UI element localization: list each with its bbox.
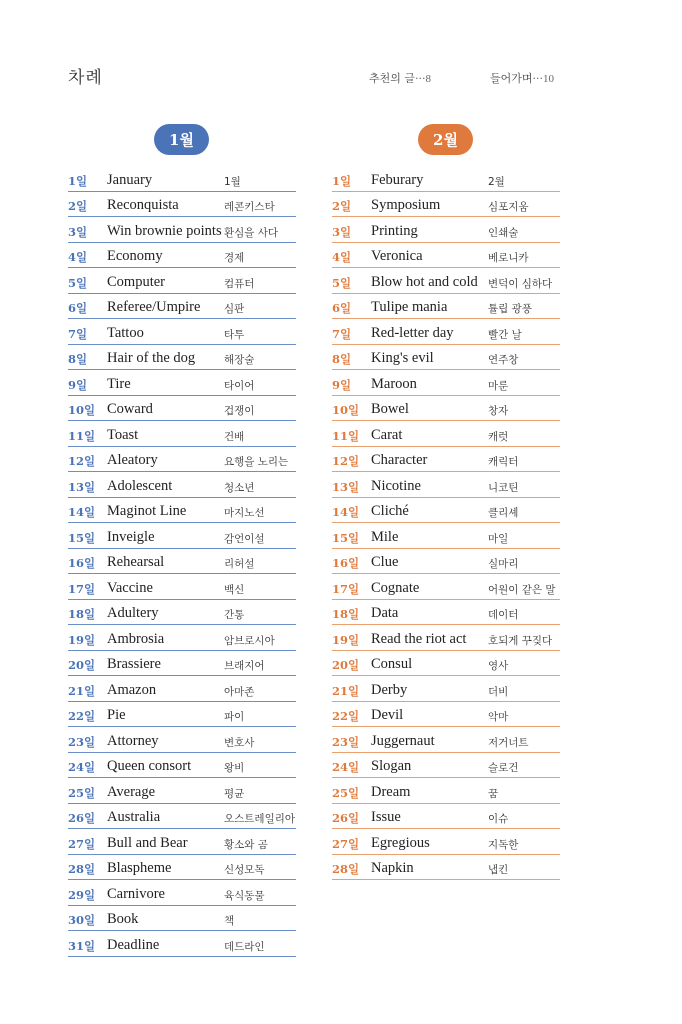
entry-day: 16일 — [68, 556, 96, 570]
entry-korean-term: 신성모독 — [224, 864, 265, 876]
entry-english-term: Pie — [107, 707, 126, 723]
entry-korean-term: 인쇄술 — [488, 226, 519, 239]
toc-entry-row[interactable] — [68, 702, 296, 728]
entry-korean-term: 빨간 날 — [488, 328, 522, 341]
entry-korean-term: 변호사 — [224, 736, 255, 749]
toc-entry-row[interactable] — [68, 472, 296, 498]
entry-english-term: Australia — [107, 809, 161, 825]
toc-entry-row[interactable] — [332, 421, 560, 447]
entry-day: 9일 — [68, 377, 88, 392]
entry-day: 24일 — [332, 760, 360, 774]
toc-entry-row[interactable] — [68, 778, 296, 804]
entry-korean-term: 니코틴 — [488, 481, 519, 494]
entry-day: 4일 — [68, 250, 88, 264]
entry-english-term: Rehearsal — [107, 554, 165, 570]
toc-entry-row[interactable] — [68, 829, 296, 855]
entry-day: 26일 — [68, 811, 96, 825]
february-entry-list — [332, 166, 560, 880]
month-badge-february: 2월 — [418, 124, 473, 155]
entry-korean-term: 간통 — [224, 609, 245, 621]
entry-english-term: Coward — [107, 401, 153, 417]
entry-english-term: Adultery — [107, 605, 159, 621]
entry-english-term: Character — [371, 452, 428, 468]
toc-entry-row[interactable] — [332, 498, 560, 524]
toc-entry-row[interactable] — [68, 243, 296, 269]
toc-entry-row[interactable] — [332, 600, 560, 626]
entry-korean-term: 백신 — [224, 583, 245, 596]
entry-english-term: Adolescent — [107, 477, 173, 494]
entry-english-term: Blow hot and cold — [371, 273, 478, 290]
entry-day: 4일 — [332, 250, 352, 264]
toc-entry-row[interactable] — [68, 217, 296, 243]
entry-english-term: Veronica — [371, 248, 423, 264]
entry-day: 12일 — [332, 454, 360, 468]
entry-korean-term: 저거너트 — [488, 736, 529, 749]
entry-day: 18일 — [332, 607, 360, 621]
entry-day: 1일 — [332, 173, 352, 188]
toc-entry-row[interactable] — [68, 651, 296, 677]
entry-korean-term: 심포지움 — [488, 201, 529, 213]
entry-korean-term: 실마리 — [488, 558, 519, 570]
entry-english-term: Carnivore — [107, 885, 165, 902]
entry-korean-term: 창자 — [488, 405, 509, 417]
entry-english-term: Napkin — [371, 860, 414, 876]
entry-english-term: Tattoo — [107, 324, 144, 341]
entry-day: 19일 — [68, 632, 96, 647]
entry-english-term: Referee/Umpire — [107, 299, 201, 315]
entry-english-term: Issue — [371, 809, 401, 825]
entry-english-term: Brassiere — [107, 656, 161, 672]
entry-english-term: Deadline — [107, 936, 160, 953]
entry-korean-term: 2월 — [488, 175, 505, 188]
toc-entry-row[interactable] — [332, 166, 560, 192]
entry-day: 2일 — [68, 199, 88, 213]
entry-korean-term: 마지노선 — [224, 507, 265, 519]
entry-english-term: Queen consort — [107, 758, 192, 774]
entry-korean-term: 베로니카 — [488, 252, 529, 264]
entry-english-term: Dream — [371, 783, 411, 800]
entry-english-term: January — [107, 171, 153, 188]
entry-day: 27일 — [68, 836, 96, 851]
entry-english-term: Bull and Bear — [107, 834, 188, 851]
entry-day: 13일 — [332, 479, 360, 494]
entry-english-term: Average — [107, 783, 156, 800]
toc-entry-row[interactable] — [68, 166, 296, 192]
entry-korean-term: 아마존 — [224, 685, 255, 698]
toc-link-label: 추천의 글 — [369, 72, 416, 85]
entry-day: 9일 — [332, 377, 352, 392]
toc-entry-row[interactable] — [332, 396, 560, 422]
entry-english-term: Tulipe mania — [371, 299, 448, 315]
toc-entry-row[interactable] — [332, 778, 560, 804]
toc-entry-row[interactable] — [332, 472, 560, 498]
january-entry-list — [68, 166, 296, 957]
entry-english-term: Slogan — [371, 758, 412, 774]
toc-entry-row[interactable] — [332, 625, 560, 651]
entry-korean-term: 책 — [224, 915, 235, 927]
entry-english-term: Amazon — [107, 681, 157, 698]
toc-link-recommendation[interactable]: 추천의 글···8 — [369, 72, 432, 85]
toc-entry-row[interactable] — [68, 753, 296, 779]
entry-day: 11일 — [332, 428, 360, 443]
entry-english-term: Clue — [371, 554, 399, 570]
entry-english-term: Economy — [107, 248, 163, 264]
toc-entry-row[interactable] — [332, 855, 560, 881]
entry-day: 10일 — [332, 403, 360, 417]
toc-entry-row[interactable] — [68, 370, 296, 396]
entry-korean-term: 오스트레일리아 — [224, 813, 296, 825]
toc-entry-row[interactable] — [68, 855, 296, 881]
toc-entry-row[interactable] — [332, 829, 560, 855]
entry-korean-term: 왕비 — [224, 762, 245, 774]
entry-day: 17일 — [332, 581, 360, 596]
entry-korean-term: 꿈 — [488, 787, 499, 800]
entry-english-term: Juggernaut — [371, 732, 435, 749]
toc-entry-row[interactable] — [68, 396, 296, 422]
entry-day: 21일 — [332, 683, 360, 698]
toc-link-introduction[interactable]: 들어가며···10 — [490, 72, 555, 85]
entry-day: 14일 — [68, 505, 96, 519]
toc-entry-row[interactable] — [68, 523, 296, 549]
toc-entry-row[interactable] — [332, 549, 560, 575]
entry-english-term: Cognate — [371, 579, 420, 596]
entry-day: 19일 — [332, 632, 360, 647]
entry-day: 2일 — [332, 199, 352, 213]
toc-link-label: 들어가며 — [490, 72, 533, 85]
toc-entry-row[interactable] — [332, 319, 560, 345]
entry-korean-term: 육식동물 — [224, 889, 265, 902]
entry-day: 26일 — [332, 811, 360, 825]
entry-english-term: Printing — [371, 222, 418, 239]
entry-day: 23일 — [332, 734, 360, 749]
toc-entry-row[interactable] — [68, 727, 296, 753]
entry-day: 1일 — [68, 173, 88, 188]
toc-entry-row[interactable] — [68, 574, 296, 600]
entry-day: 14일 — [332, 505, 360, 519]
toc-entry-row[interactable] — [68, 549, 296, 575]
entry-english-term: Aleatory — [107, 452, 158, 468]
entry-korean-term: 요행을 노리는 — [224, 456, 289, 468]
entry-day: 12일 — [68, 454, 96, 468]
entry-day: 15일 — [68, 530, 96, 545]
entry-day: 21일 — [68, 683, 96, 698]
entry-korean-term: 파이 — [224, 711, 245, 723]
entry-day: 20일 — [332, 658, 360, 672]
entry-english-term: Egregious — [371, 834, 430, 851]
toc-entry-row[interactable] — [332, 370, 560, 396]
toc-entry-row[interactable] — [332, 217, 560, 243]
entry-english-term: Feburary — [371, 171, 424, 188]
entry-day: 28일 — [332, 862, 360, 876]
entry-korean-term: 감언이설 — [224, 532, 265, 545]
entry-english-term: Mile — [371, 528, 399, 545]
entry-day: 6일 — [68, 301, 88, 315]
toc-entry-row[interactable] — [332, 192, 560, 218]
entry-day: 28일 — [68, 862, 96, 876]
entry-english-term: Blaspheme — [107, 860, 172, 876]
entry-korean-term: 데이터 — [488, 609, 519, 621]
toc-entry-row[interactable] — [68, 447, 296, 473]
entry-korean-term: 심판 — [224, 303, 245, 315]
toc-link-page: 10 — [543, 73, 555, 85]
entry-english-term: Maginot Line — [107, 503, 187, 519]
entry-korean-term: 리허설 — [224, 558, 255, 570]
entry-english-term: Tire — [107, 375, 131, 392]
entry-day: 11일 — [68, 428, 96, 443]
entry-korean-term: 슬로건 — [488, 762, 519, 774]
entry-korean-term: 어원이 같은 말 — [488, 583, 556, 596]
entry-day: 8일 — [332, 352, 352, 366]
entry-day: 16일 — [332, 556, 360, 570]
entry-day: 31일 — [68, 938, 96, 953]
entry-korean-term: 악마 — [488, 711, 509, 723]
entry-day: 13일 — [68, 479, 96, 494]
entry-english-term: Read the riot act — [371, 630, 467, 647]
toc-entry-row[interactable] — [332, 702, 560, 728]
entry-english-term: Computer — [107, 273, 165, 290]
entry-korean-term: 캐럿 — [488, 430, 509, 443]
entry-english-term: Attorney — [107, 732, 159, 749]
entry-korean-term: 경제 — [224, 252, 245, 264]
entry-korean-term: 브래지어 — [224, 660, 265, 672]
entry-korean-term: 건배 — [224, 430, 245, 443]
entry-korean-term: 컴퓨터 — [224, 277, 255, 290]
entry-english-term: Book — [107, 911, 139, 927]
entry-day: 29일 — [68, 887, 96, 902]
entry-day: 25일 — [332, 785, 360, 800]
entry-korean-term: 더비 — [488, 685, 509, 698]
toc-entry-row[interactable] — [332, 753, 560, 779]
entry-day: 15일 — [332, 530, 360, 545]
toc-entry-row[interactable] — [332, 345, 560, 371]
toc-entry-row[interactable] — [68, 625, 296, 651]
entry-english-term: Bowel — [371, 401, 409, 417]
toc-entry-row[interactable] — [332, 574, 560, 600]
entry-day: 30일 — [68, 913, 96, 927]
toc-link-page: 8 — [425, 73, 432, 85]
entry-english-term: Reconquista — [107, 197, 179, 213]
toc-entry-row[interactable] — [332, 447, 560, 473]
entry-day: 17일 — [68, 581, 96, 596]
toc-entry-row[interactable] — [68, 192, 296, 218]
entry-day: 7일 — [332, 326, 352, 341]
entry-day: 5일 — [68, 275, 88, 290]
entry-english-term: Data — [371, 605, 399, 621]
entry-day: 23일 — [68, 734, 96, 749]
entry-day: 22일 — [332, 709, 360, 723]
entry-english-term: Consul — [371, 656, 413, 672]
toc-entry-row[interactable] — [68, 600, 296, 626]
toc-entry-row[interactable] — [68, 931, 296, 957]
toc-entry-row[interactable] — [332, 727, 560, 753]
entry-english-term: Carat — [371, 426, 403, 443]
month-badge-january: 1월 — [154, 124, 209, 155]
entry-day: 8일 — [68, 352, 88, 366]
toc-entry-row[interactable] — [68, 804, 296, 830]
entry-korean-term: 냅킨 — [488, 864, 509, 876]
entry-day: 3일 — [332, 224, 352, 239]
entry-korean-term: 암브로시아 — [224, 634, 275, 647]
entry-korean-term: 데드라인 — [224, 940, 265, 953]
entry-english-term: Nicotine — [371, 477, 421, 494]
entry-korean-term: 평균 — [224, 787, 245, 800]
toc-entry-row[interactable] — [68, 676, 296, 702]
toc-entry-row[interactable] — [68, 880, 296, 906]
entry-day: 5일 — [332, 275, 352, 290]
entry-korean-term: 청소년 — [224, 481, 255, 494]
entry-day: 25일 — [68, 785, 96, 800]
entry-english-term: Win brownie points — [107, 222, 222, 239]
entry-korean-term: 이슈 — [488, 813, 509, 825]
entry-day: 7일 — [68, 326, 88, 341]
entry-day: 24일 — [68, 760, 96, 774]
entry-korean-term: 레콘키스타 — [224, 201, 275, 213]
toc-entry-row[interactable] — [332, 294, 560, 320]
entry-day: 27일 — [332, 836, 360, 851]
entry-day: 3일 — [68, 224, 88, 239]
entry-day: 20일 — [68, 658, 96, 672]
toc-entry-row[interactable] — [68, 268, 296, 294]
entry-english-term: Vaccine — [107, 579, 153, 596]
entry-korean-term: 황소와 곰 — [224, 838, 268, 851]
entry-english-term: Cliché — [371, 503, 409, 519]
entry-english-term: King's evil — [371, 350, 434, 366]
entry-day: 18일 — [68, 607, 96, 621]
entry-english-term: Derby — [371, 681, 408, 698]
toc-entry-row[interactable] — [332, 523, 560, 549]
entry-korean-term: 타이어 — [224, 379, 255, 392]
entry-korean-term: 캐릭터 — [488, 456, 519, 468]
toc-entry-row[interactable] — [332, 804, 560, 830]
toc-entry-row[interactable] — [332, 268, 560, 294]
entry-korean-term: 마룬 — [488, 379, 509, 392]
toc-entry-row[interactable] — [332, 651, 560, 677]
entry-korean-term: 겁쟁이 — [224, 405, 255, 417]
entry-korean-term: 환심을 사다 — [224, 226, 279, 239]
entry-korean-term: 호되게 꾸짖다 — [488, 634, 553, 647]
toc-entry-row[interactable] — [68, 294, 296, 320]
toc-entry-row[interactable] — [332, 243, 560, 269]
entry-korean-term: 클리셰 — [488, 507, 519, 519]
toc-entry-row[interactable] — [68, 906, 296, 932]
toc-entry-row[interactable] — [68, 319, 296, 345]
entry-english-term: Devil — [371, 707, 404, 723]
entry-korean-term: 타투 — [224, 328, 245, 341]
entry-korean-term: 튤립 광풍 — [488, 303, 532, 315]
entry-day: 22일 — [68, 709, 96, 723]
entry-korean-term: 연주창 — [488, 354, 519, 366]
entry-english-term: Maroon — [371, 375, 417, 392]
entry-korean-term: 영사 — [488, 660, 509, 672]
entry-english-term: Hair of the dog — [107, 350, 196, 366]
entry-english-term: Symposium — [371, 197, 441, 213]
entry-day: 10일 — [68, 403, 96, 417]
toc-entry-row[interactable] — [332, 676, 560, 702]
toc-entry-row[interactable] — [68, 498, 296, 524]
entry-korean-term: 해장술 — [224, 354, 255, 366]
entry-korean-term: 마일 — [488, 532, 509, 545]
toc-entry-row[interactable] — [68, 421, 296, 447]
entry-korean-term: 지독한 — [488, 838, 519, 851]
entry-english-term: Ambrosia — [107, 630, 165, 647]
entry-korean-term: 1월 — [224, 175, 241, 188]
entry-english-term: Red-letter day — [371, 324, 454, 341]
entry-english-term: Inveigle — [107, 528, 155, 545]
entry-english-term: Toast — [107, 426, 139, 443]
entry-day: 6일 — [332, 301, 352, 315]
toc-entry-row[interactable] — [68, 345, 296, 371]
page-title: 차례 — [68, 68, 103, 88]
entry-korean-term: 변덕이 심하다 — [488, 277, 553, 290]
